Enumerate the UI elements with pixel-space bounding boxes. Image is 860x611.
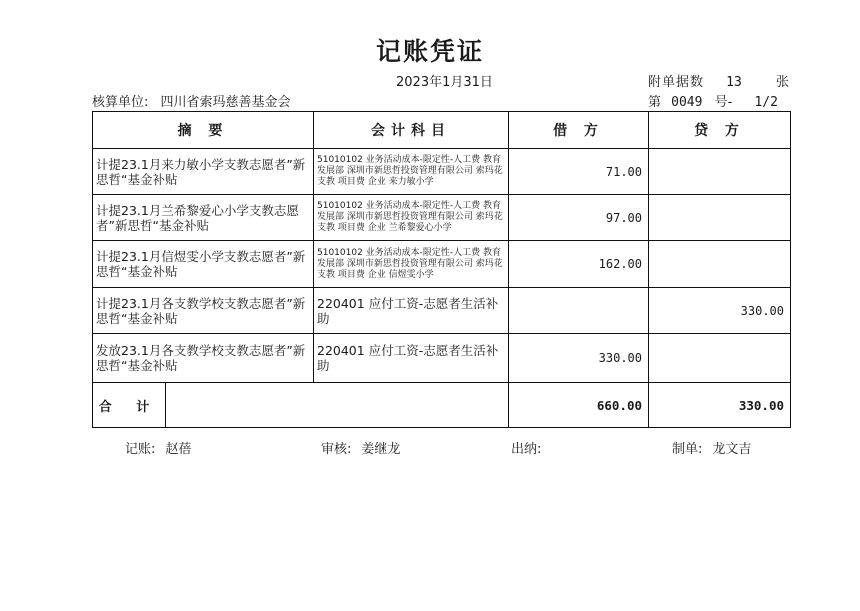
total-blank <box>166 383 508 427</box>
row-credit: 330.00 <box>649 288 791 334</box>
voucher-date: 2023年1月31日 <box>396 75 493 90</box>
row-credit <box>649 334 791 383</box>
row-account: 51010102 业务活动成本-限定性-人工费 教育发展部 深圳市新思哲投资管理有限公司 索玛花支教 项目费 企业 兰希黎爱心小学 <box>314 195 509 241</box>
footer-auditor <box>321 438 400 457</box>
preparer-label: 制单: <box>672 442 703 457</box>
header-debit: 借 方 <box>509 112 649 149</box>
table-row <box>93 288 791 334</box>
footer-cashier <box>511 438 551 457</box>
row-summary: 计提23.1月来力敏小学支教志愿者”新思哲“基金补贴 <box>93 149 314 195</box>
row-credit <box>649 149 791 195</box>
voucher-number-value: 0049 <box>671 95 703 110</box>
row-account: 51010102 业务活动成本-限定性-人工费 教育发展部 深圳市新思哲投资管理有限公司 索玛花支教 项目费 企业 信煜雯小学 <box>314 241 509 288</box>
total-label: 合 计 <box>93 383 166 427</box>
total-label-cell <box>93 383 509 428</box>
voucher-number <box>648 91 778 110</box>
header-summary: 摘 要 <box>93 112 314 149</box>
row-summary: 计提23.1月各支教学校支教志愿者”新思哲“基金补贴 <box>93 288 314 334</box>
auditor-label: 审核: <box>321 442 352 457</box>
accounting-unit-name: 四川省索玛慈善基金会 <box>160 95 291 110</box>
row-debit: 330.00 <box>509 334 649 383</box>
attachment-label: 附单据数 <box>648 75 705 90</box>
row-summary: 计提23.1月信煜雯小学支教志愿者”新思哲“基金补贴 <box>93 241 314 288</box>
table-row <box>93 241 791 288</box>
row-account: 51010102 业务活动成本-限定性-人工费 教育发展部 深圳市新思哲投资管理有限公司 索玛花支教 项目费 企业 来力敏小学 <box>314 149 509 195</box>
auditor-name: 姜继龙 <box>361 442 401 457</box>
voucher-title: 记账凭证 <box>375 37 484 66</box>
total-credit: 330.00 <box>649 383 791 428</box>
total-row <box>93 383 791 428</box>
voucher-number-mid: 号- <box>714 95 733 110</box>
table-row <box>93 334 791 383</box>
table-row <box>93 195 791 241</box>
row-credit <box>649 195 791 241</box>
accounting-unit-label: 核算单位: <box>92 95 149 110</box>
row-account: 220401 应付工资-志愿者生活补助 <box>314 334 509 383</box>
row-debit: 97.00 <box>509 195 649 241</box>
attachment-number: 13 <box>726 75 742 90</box>
table-header-row <box>93 112 791 149</box>
row-debit <box>509 288 649 334</box>
footer-preparer <box>672 438 751 457</box>
row-summary: 发放23.1月各支教学校支教志愿者”新思哲“基金补贴 <box>93 334 314 383</box>
header-credit: 贷 方 <box>649 112 791 149</box>
table-row <box>93 149 791 195</box>
preparer-name: 龙文吉 <box>712 442 752 457</box>
voucher-page: 1/2 <box>754 95 778 110</box>
voucher-number-prefix: 第 <box>648 95 662 110</box>
row-debit: 71.00 <box>509 149 649 195</box>
voucher-table <box>92 111 791 428</box>
row-account: 220401 应付工资-志愿者生活补助 <box>314 288 509 334</box>
cashier-label: 出纳: <box>511 442 542 457</box>
header-account: 会计科目 <box>314 112 509 149</box>
accounting-unit <box>92 91 291 110</box>
row-summary: 计提23.1月兰希黎爱心小学支教志愿者”新思哲“基金补贴 <box>93 195 314 241</box>
footer-bookkeeper <box>125 438 191 457</box>
bookkeeper-label: 记账: <box>125 442 156 457</box>
row-debit: 162.00 <box>509 241 649 288</box>
attachment-count <box>648 71 789 90</box>
bookkeeper-name: 赵蓓 <box>165 442 192 457</box>
attachment-unit: 张 <box>775 75 789 90</box>
total-debit: 660.00 <box>509 383 649 428</box>
row-credit <box>649 241 791 288</box>
